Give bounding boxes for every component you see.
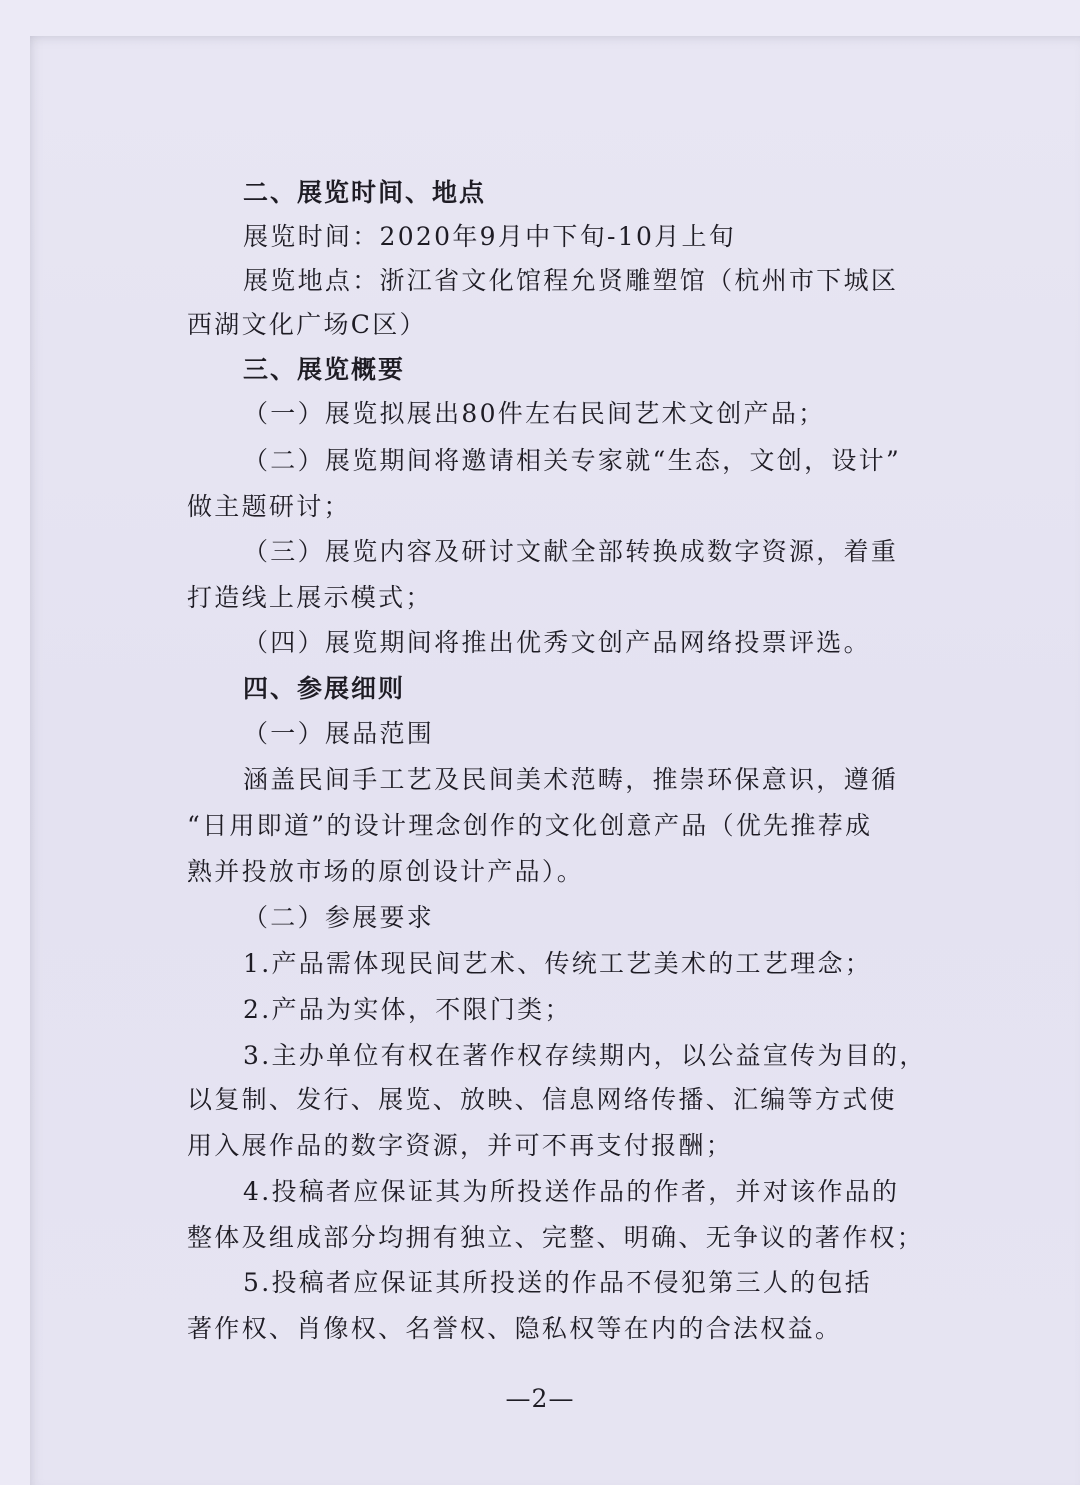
paragraph-line: 3.主办单位有权在著作权存续期内，以公益宣传为目的， bbox=[243, 1041, 927, 1070]
paragraph-line: 展览时间：2020年9月中下旬-10月上旬 bbox=[243, 222, 737, 251]
paragraph-line: 用入展作品的数字资源，并可不再支付报酬； bbox=[187, 1131, 734, 1160]
paragraph-line: 1.产品需体现民间艺术、传统工艺美术的工艺理念； bbox=[243, 949, 873, 978]
paragraph-line: 5.投稿者应保证其所投送的作品不侵犯第三人的包括 bbox=[243, 1268, 873, 1297]
paragraph-line: （一）展品范围 bbox=[243, 719, 435, 748]
paragraph-line: 熟并投放市场的原创设计产品）。 bbox=[187, 857, 585, 886]
paragraph-line: （四）展览期间将推出优秀文创产品网络投票评选。 bbox=[243, 628, 871, 657]
paragraph-line: 以复制、发行、展览、放映、信息网络传播、汇编等方式使 bbox=[187, 1085, 897, 1114]
paragraph-line: 涵盖民间手工艺及民间美术范畴，推崇环保意识，遵循 bbox=[243, 765, 899, 794]
paragraph-line: 做主题研讨； bbox=[187, 492, 351, 521]
paragraph-line: 4.投稿者应保证其为所投送作品的作者，并对该作品的 bbox=[243, 1177, 900, 1206]
paragraph-line: “日用即道”的设计理念创作的文化创意产品（优先推荐成 bbox=[187, 811, 873, 840]
paragraph-line: （三）展览内容及研讨文献全部转换成数字资源，着重 bbox=[243, 537, 899, 566]
paragraph-line: 打造线上展示模式； bbox=[187, 583, 433, 612]
section-heading-rules: 四、参展细则 bbox=[243, 674, 406, 703]
page-number: —2— bbox=[505, 1384, 575, 1413]
section-heading-overview: 三、展览概要 bbox=[243, 355, 406, 384]
paragraph-line: 整体及组成部分均拥有独立、完整、明确、无争议的著作权； bbox=[187, 1223, 925, 1252]
paragraph-line: （二）参展要求 bbox=[243, 903, 435, 932]
paragraph-line: （二）展览期间将邀请相关专家就“生态，文创，设计” bbox=[243, 446, 902, 475]
paragraph-line: （一）展览拟展出80件左右民间艺术文创产品； bbox=[243, 399, 826, 428]
paragraph-line: 西湖文化广场C区） bbox=[187, 310, 427, 339]
section-heading-time-location: 二、展览时间、地点 bbox=[243, 178, 487, 207]
paragraph-line: 2.产品为实体，不限门类； bbox=[243, 995, 572, 1024]
paragraph-line: 著作权、肖像权、名誉权、隐私权等在内的合法权益。 bbox=[187, 1314, 843, 1343]
paragraph-line: 展览地点：浙江省文化馆程允贤雕塑馆（杭州市下城区 bbox=[243, 266, 899, 295]
